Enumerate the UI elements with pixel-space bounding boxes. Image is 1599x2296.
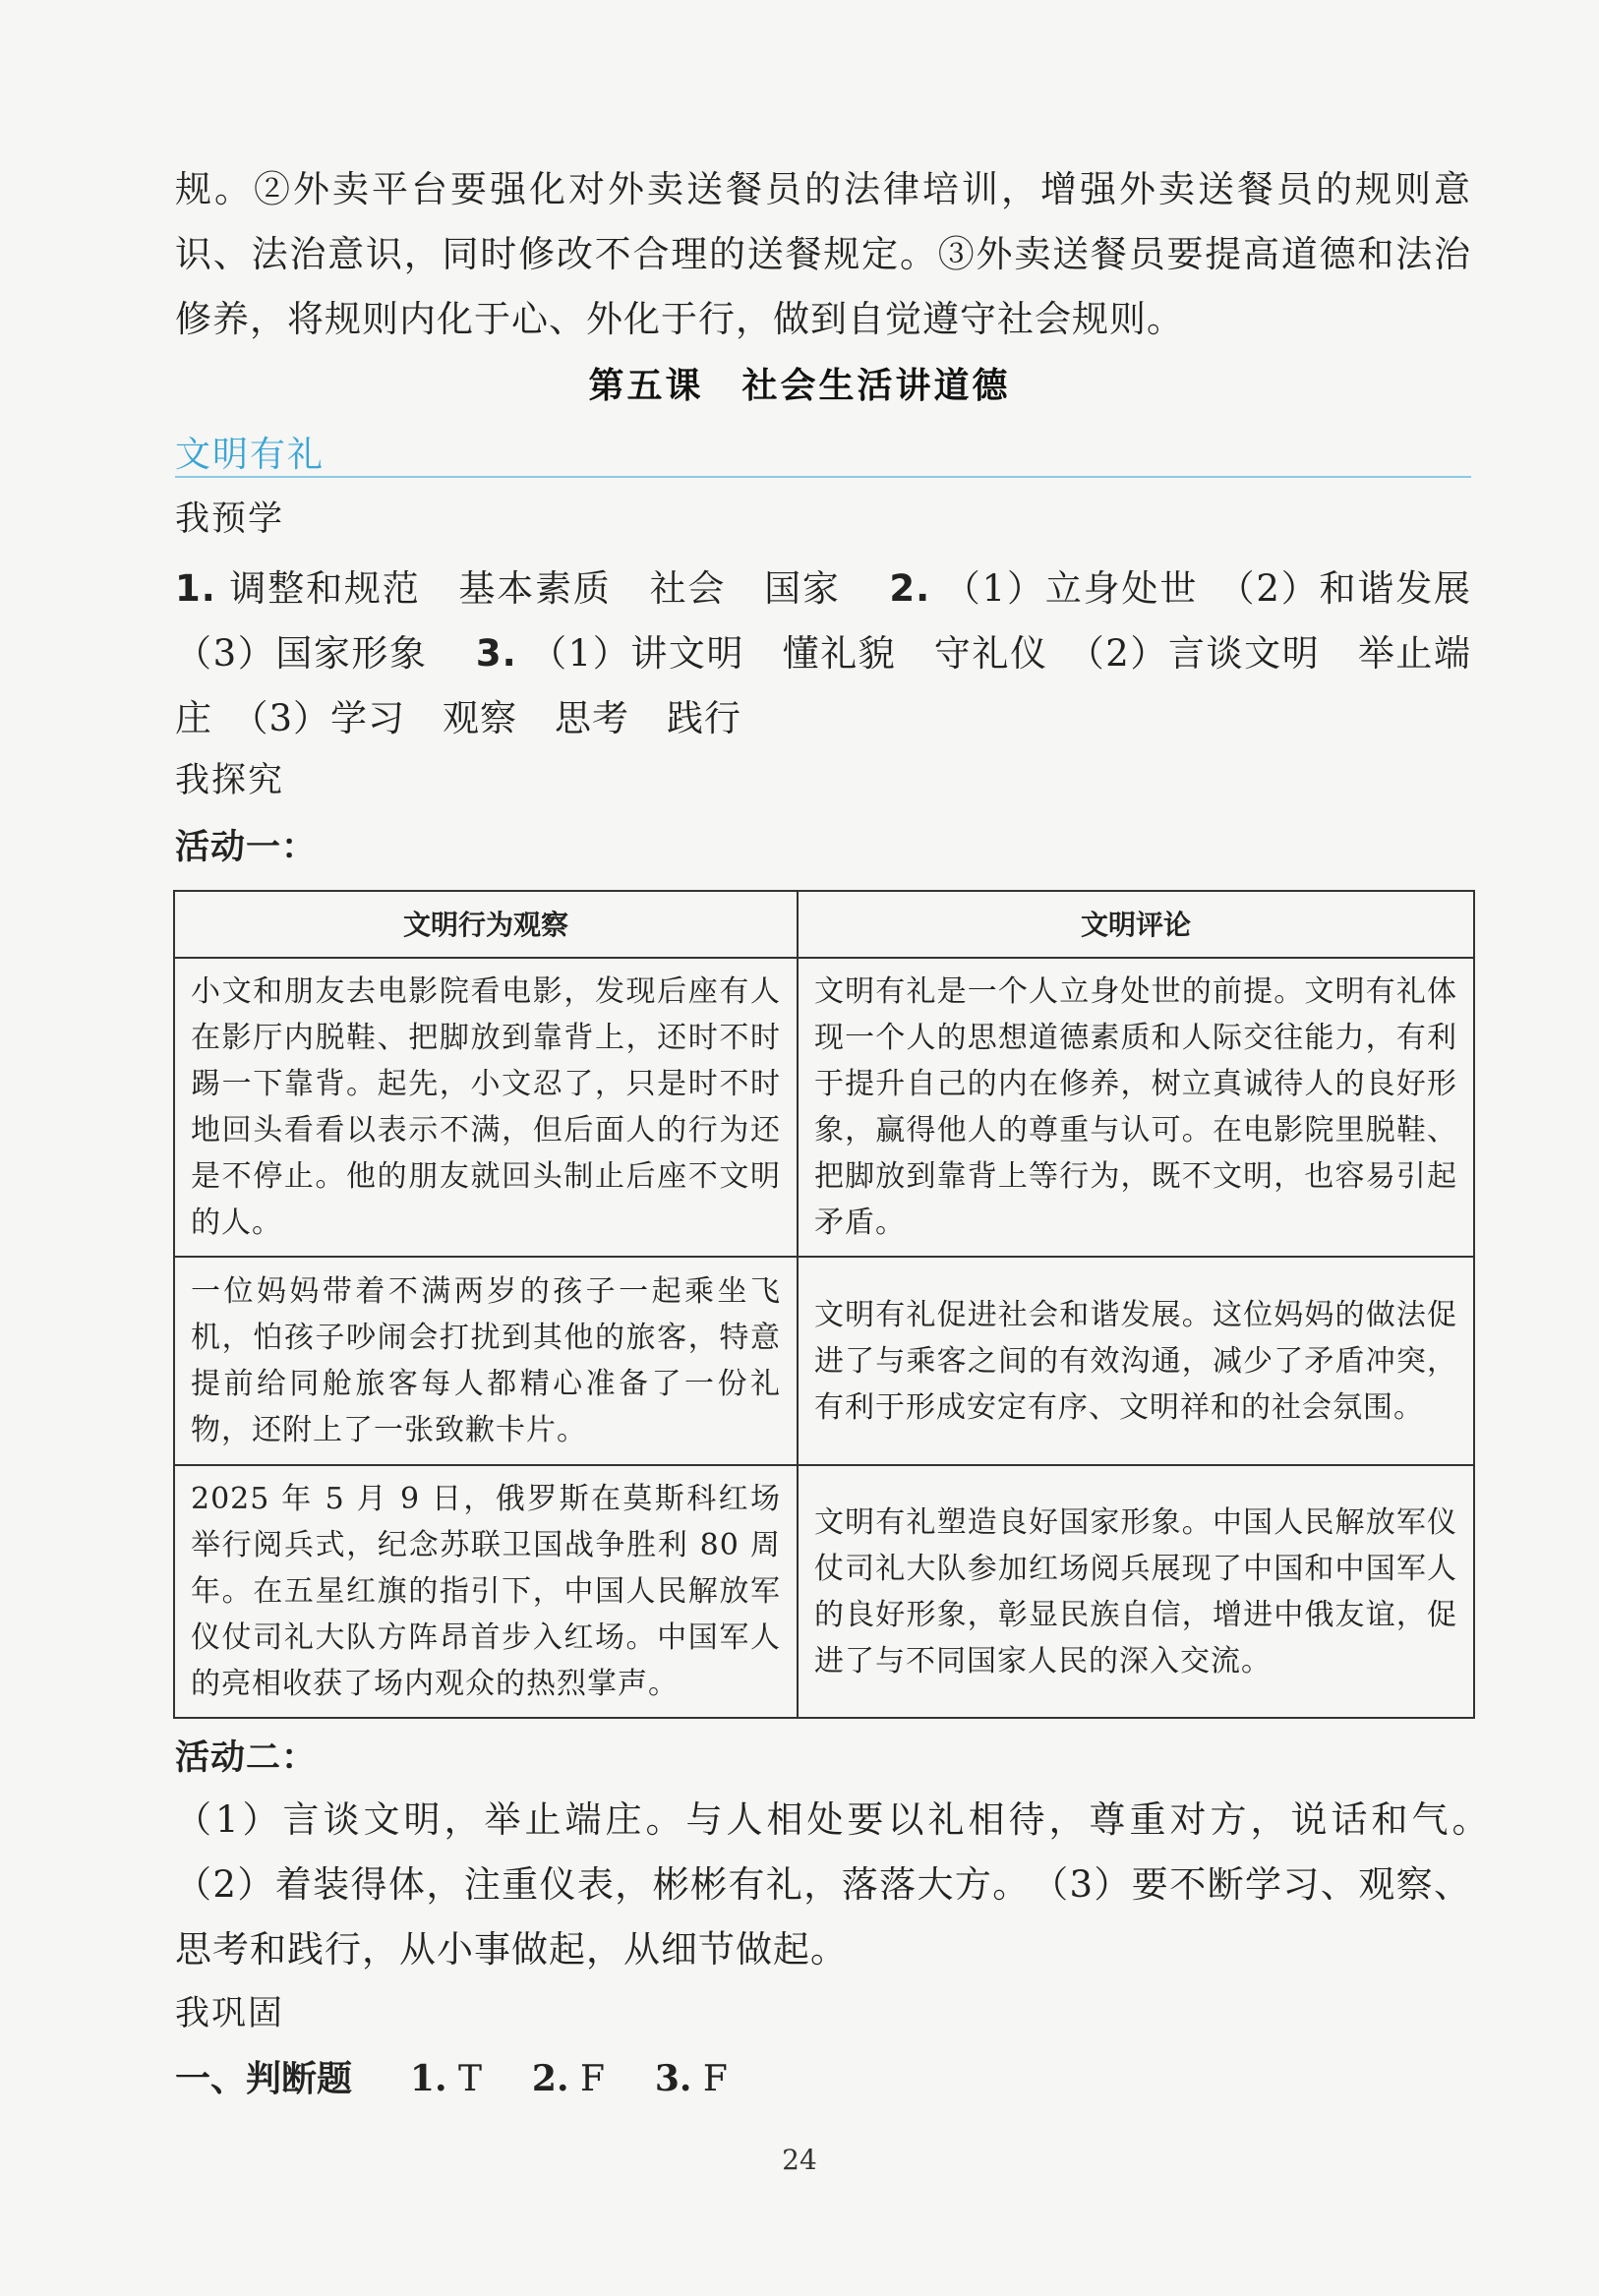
table-row [174,1257,1474,1465]
table-row [174,958,1474,1257]
prelearn-item-text: 调整和规范 基本素质 社会 国家 [229,567,841,610]
comment-cell: 文明有礼促进社会和谐发展。这位妈妈的做法促进了与乘客之间的有效沟通，减少了矛盾冲突，有利于形成安定有序、文明祥和的社会氛围。 [798,1257,1474,1465]
prelearn-answers [175,557,1510,751]
page-number: 24 [782,2144,817,2176]
table-row [174,1465,1474,1718]
judgment-answer: T [457,2059,482,2099]
intro-paragraph: 规。②外卖平台要强化对外卖送餐员的法律培训，增强外卖送餐员的规则意识、法治意识，同时修改不合理的送餐规定。③外卖送餐员要提高道德和法治修养，将规则内化于心、外化于行，做到自觉遵守社会规则。 [175,168,1471,340]
activity2-heading: 活动二： [175,1738,318,1778]
judgment-number: 2. [531,2058,569,2099]
judgment-heading: 一、判断题 [175,2059,353,2099]
table-header-row [174,891,1474,958]
prelearn-item-number: 3. [475,632,517,675]
column-header: 文明行为观察 [174,891,798,958]
judgment-answer: F [579,2059,605,2099]
judgment-number: 1. [409,2058,447,2099]
observation-cell: 小文和朋友去电影院看电影，发现后座有人在影厅内脱鞋、把脚放到靠背上，还时不时踢一下靠背。起先，小文忍了，只是时不时地回头看看以表示不满，但后面人的行为还是不停止。他的朋友就回头制止后座不文明的人。 [174,958,798,1257]
prelearn-item-text: （1）立身处世 （2）和谐发展 （3）国家形象 [175,567,1510,675]
section-divider [175,476,1471,478]
observation-cell: 2025 年 5 月 9 日，俄罗斯在莫斯科红场举行阅兵式，纪念苏联卫国战争胜利 80 周年。在五星红旗的指引下，中国人民解放军仪仗司礼大队方阵昂首步入红场。中国军人的亮相收获了场内观众的热烈掌声。 [174,1465,798,1718]
section-title: 文明有礼 [175,435,326,475]
lesson-title: 第五课 社会生活讲道德 [588,366,1011,406]
activity1-heading: 活动一： [175,828,318,867]
judgment-line [175,2051,728,2101]
prelearn-heading: 我预学 [175,500,285,539]
observation-cell: 一位妈妈带着不满两岁的孩子一起乘坐飞机，怕孩子吵闹会打扰到其他的旅客，特意提前给同舱旅客每人都精心准备了一份礼物，还附上了一张致歉卡片。 [174,1257,798,1465]
judgment-answer: F [702,2059,728,2099]
prelearn-item-text: （1）讲文明 懂礼貌 守礼仪 （2）言谈文明 举止端庄 （3）学习 观察 思考 践行 [175,632,1471,739]
judgment-number: 3. [654,2058,692,2099]
comment-cell: 文明有礼是一个人立身处世的前提。文明有礼体现一个人的思想道德素质和人际交往能力，有利于提升自己的内在修养，树立真诚待人的良好形象，赢得他人的尊重与认可。在电影院里脱鞋、把脚放到靠背上等行为，既不文明，也容易引起矛盾。 [798,958,1474,1257]
column-header: 文明评论 [798,891,1474,958]
consolidate-heading: 我巩固 [175,1994,285,2033]
explore-heading: 我探究 [175,761,285,800]
prelearn-item-number: 2. [889,567,931,610]
activity1-table [173,890,1475,1719]
activity2-paragraph: （1）言谈文明，举止端庄。与人相处要以礼相待，尊重对方，说话和气。 （2）着装得体，注重仪表，彬彬有礼，落落大方。 （3）要不断学习、观察、思考和践行，从小事做起，从细节做起。 [175,1798,1509,1971]
comment-cell: 文明有礼塑造良好国家形象。中国人民解放军仪仗司礼大队参加红场阅兵展现了中国和中国军人的良好形象，彰显民族自信，增进中俄友谊，促进了与不同国家人民的深入交流。 [798,1465,1474,1718]
prelearn-item-number: 1. [175,567,216,610]
